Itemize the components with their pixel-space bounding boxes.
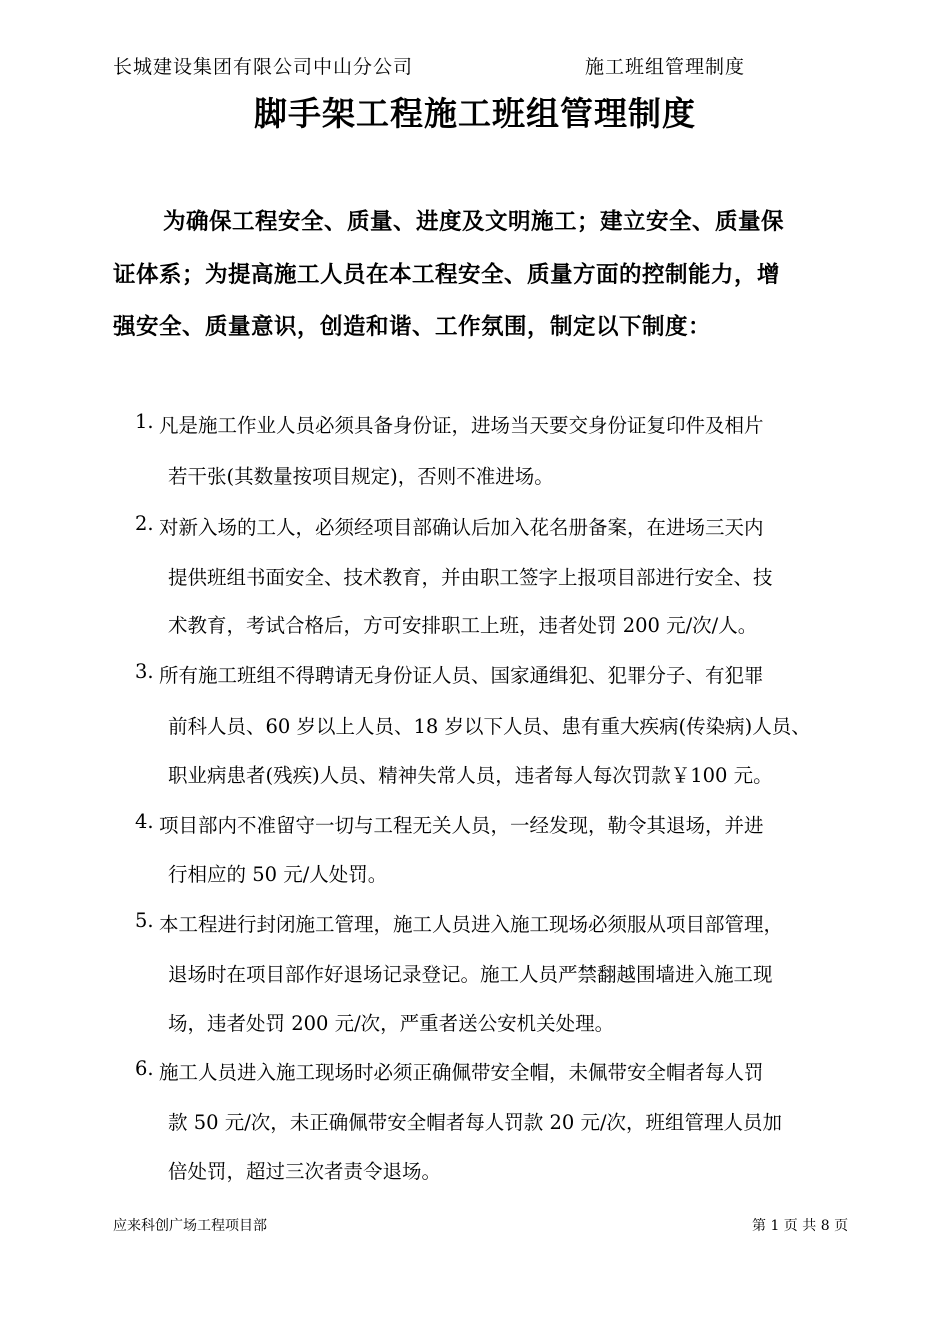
list-item-line: 术教育，考试合格后，方可安排职工上班，违者处罚 200 元/次/人。	[168, 614, 758, 637]
list-item-line: 场，违者处罚 200 元/次，严重者送公安机关处理。	[168, 1012, 615, 1035]
intro-line: 为确保工程安全、质量、进度及文明施工；建立安全、质量保	[163, 209, 785, 235]
list-item-line: 凡是施工作业人员必须具备身份证，进场当天要交身份证复印件及相片	[159, 414, 764, 437]
list-item-line: 对新入场的工人，必须经项目部确认后加入花名册备案，在进场三天内	[159, 516, 764, 539]
list-item-line: 本工程进行封闭施工管理，施工人员进入施工现场必须服从项目部管理，	[159, 913, 784, 936]
list-item-line: 所有施工班组不得聘请无身份证人员、国家通缉犯、犯罪分子、有犯罪	[159, 664, 764, 687]
list-item-line: 退场时在项目部作好退场记录登记。施工人员严禁翻越围墙进入施工现	[168, 963, 773, 986]
list-item-line: 职业病患者(残疾)人员、精神失常人员，违者每人每次罚款￥100 元。	[168, 764, 773, 787]
list-item-number: 4.	[135, 810, 154, 833]
list-item-line: 行相应的 50 元/人处罚。	[168, 863, 388, 886]
header-doc-label: 施工班组管理制度	[585, 56, 746, 78]
list-item-line: 若干张(其数量按项目规定)，否则不准进场。	[168, 465, 554, 488]
footer-project: 应来科创广场工程项目部	[113, 1218, 267, 1234]
list-item-line: 施工人员进入施工现场时必须正确佩带安全帽，未佩带安全帽者每人罚	[159, 1061, 764, 1084]
list-item-line: 前科人员、60 岁以上人员、18 岁以下人员、患有重大疾病(传染病)人员、	[168, 715, 811, 738]
list-item-line: 倍处罚，超过三次者责令退场。	[168, 1160, 442, 1183]
header-company: 长城建设集团有限公司中山分公司	[113, 56, 414, 78]
list-item-number: 3.	[135, 660, 154, 683]
list-item-number: 5.	[135, 909, 154, 932]
list-item-line: 项目部内不准留守一切与工程无关人员，一经发现，勒令其退场，并进	[159, 814, 764, 837]
list-item-line: 提供班组书面安全、技术教育，并由职工签字上报项目部进行安全、技	[168, 566, 773, 589]
intro-line: 强安全、质量意识，创造和谐、工作氛围，制定以下制度：	[113, 314, 712, 340]
list-item-number: 6.	[135, 1057, 154, 1080]
footer-page-info: 第 1 页 共 8 页	[752, 1218, 849, 1234]
list-item-number: 1.	[135, 410, 154, 433]
list-item-line: 款 50 元/次，未正确佩带安全帽者每人罚款 20 元/次，班组管理人员加	[168, 1111, 783, 1134]
page-title: 脚手架工程施工班组管理制度	[254, 94, 696, 133]
intro-line: 证体系；为提高施工人员在本工程安全、质量方面的控制能力，增	[113, 262, 781, 288]
list-item-number: 2.	[135, 512, 154, 535]
